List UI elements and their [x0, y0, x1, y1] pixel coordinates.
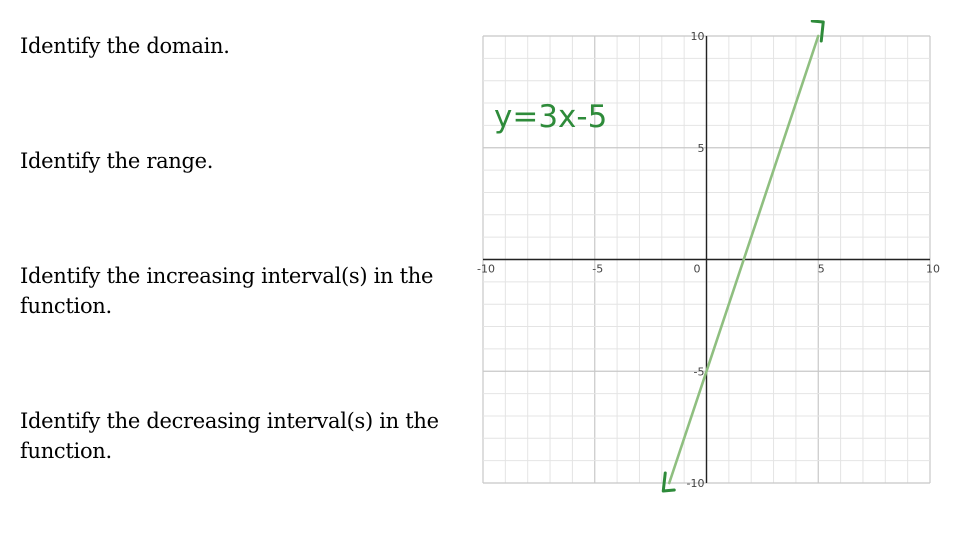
question-domain: Identify the domain. — [20, 34, 230, 58]
y-tick-label: -10 — [686, 477, 705, 490]
equation-label: y=3x-5 — [494, 99, 608, 135]
x-tick-label: 5 — [817, 262, 825, 276]
question-increasing-interval: Identify the increasing interval(s) in the function. — [20, 264, 434, 318]
x-tick-label: -5 — [592, 262, 604, 276]
graph-svg — [470, 20, 950, 500]
question-decreasing-interval: Identify the decreasing interval(s) in the function. — [20, 409, 439, 463]
x-tick-label: 0 — [693, 262, 701, 276]
y-tick-label: 10 — [690, 30, 705, 43]
questions-panel — [20, 0, 460, 540]
y-tick-label: 5 — [697, 141, 705, 155]
y-tick-label: -5 — [693, 365, 705, 379]
coordinate-graph — [470, 20, 950, 500]
x-tick-label: 10 — [926, 262, 940, 276]
x-tick-label: -10 — [477, 262, 495, 276]
question-range: Identify the range. — [20, 149, 214, 173]
